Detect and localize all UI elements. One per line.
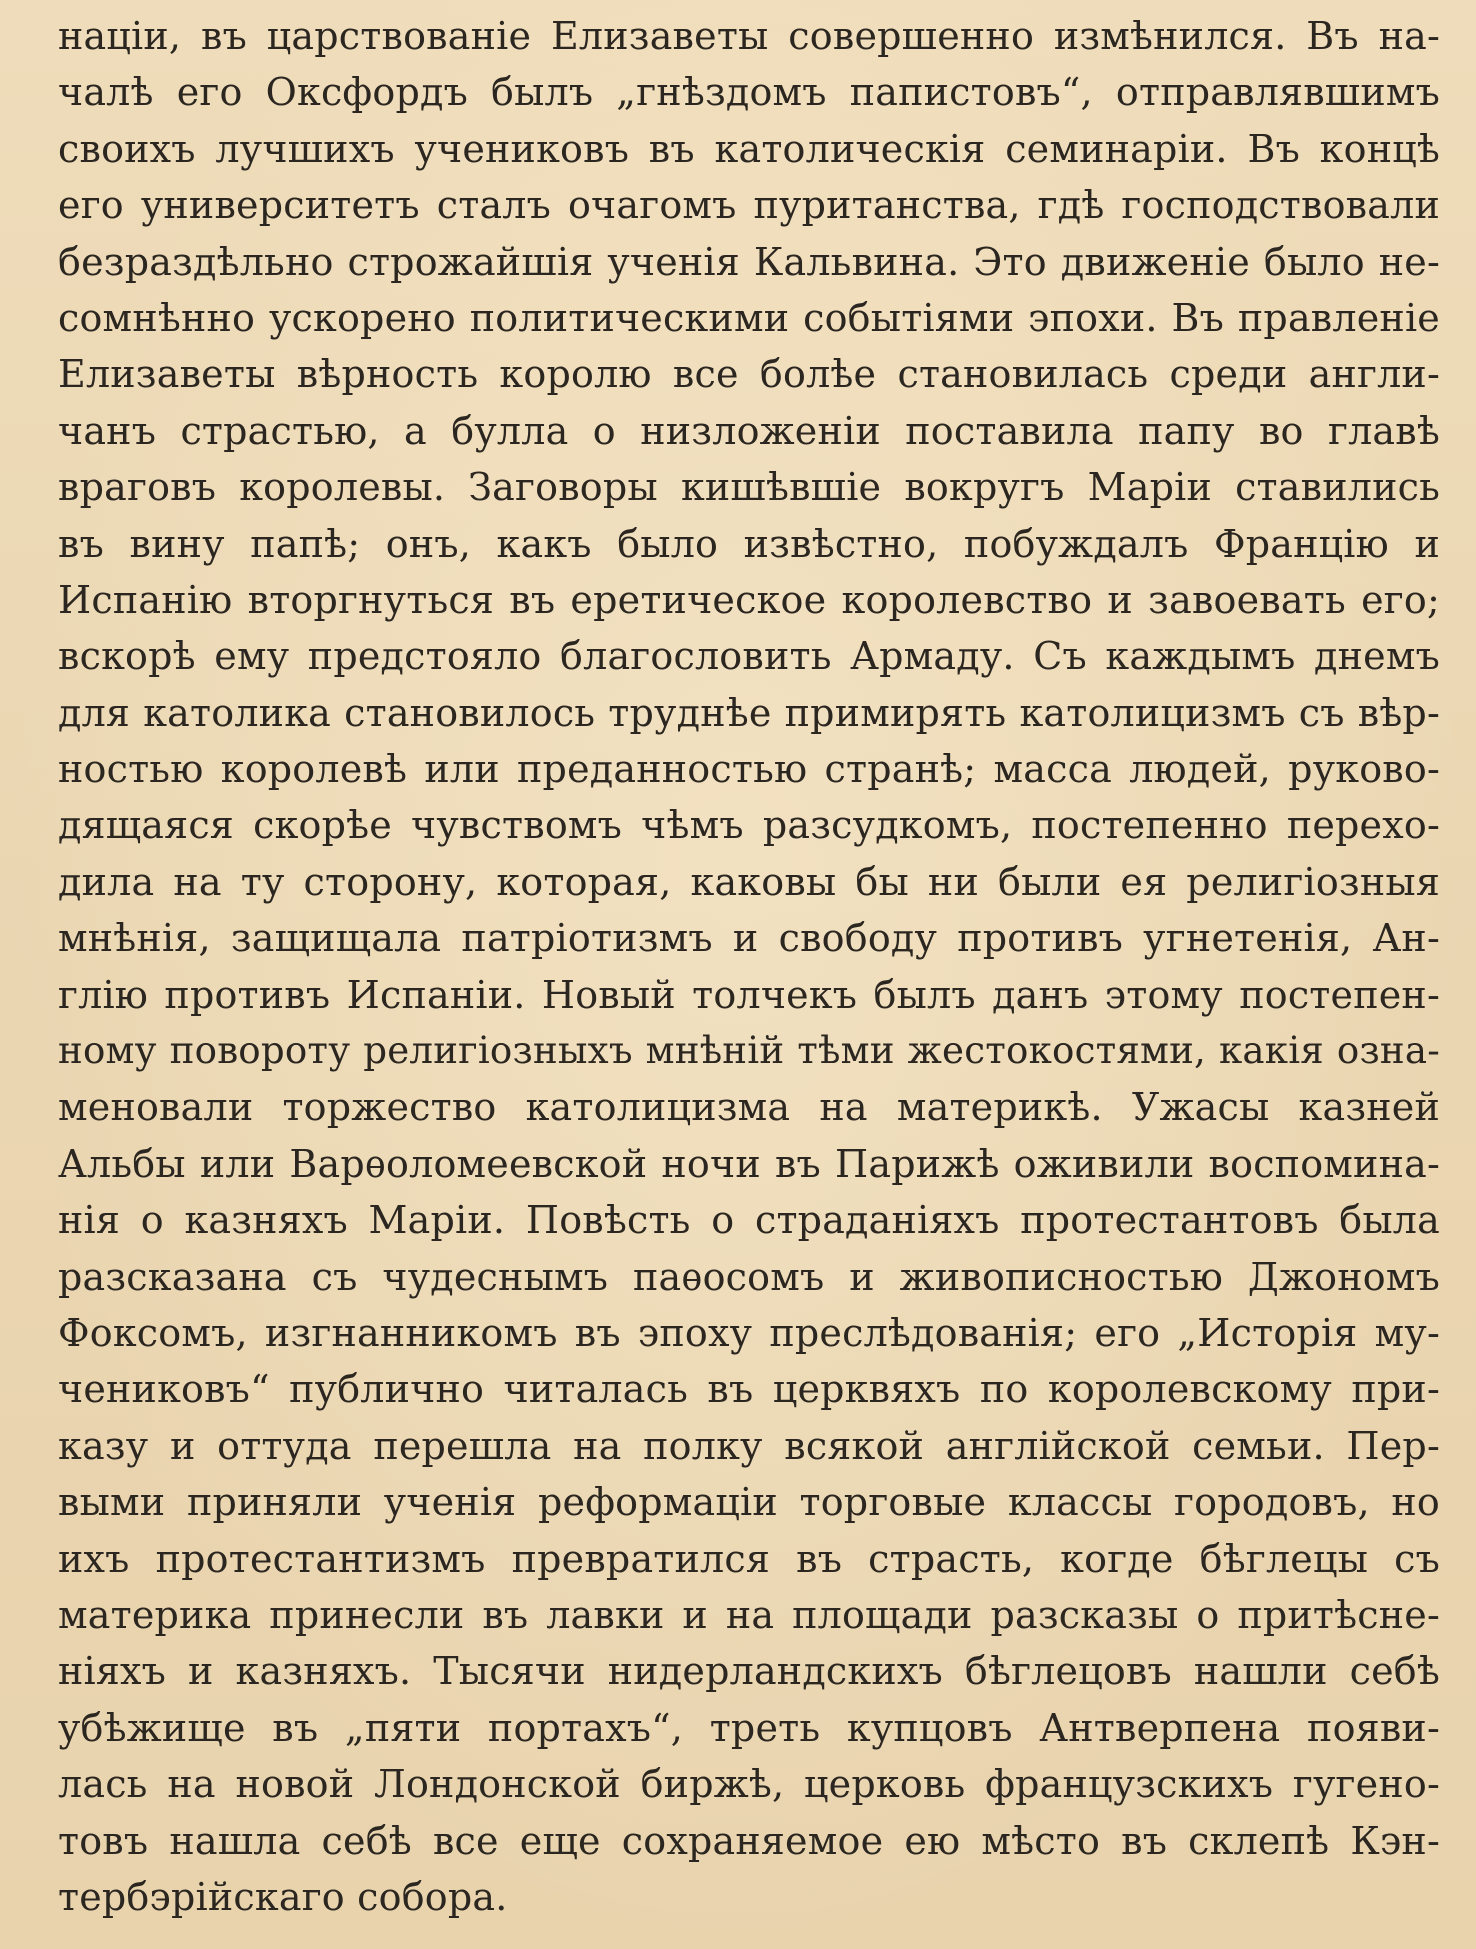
text-line: ихъ протестантизмъ превратился въ страсть, когде бѣглецы съ <box>58 1536 1440 1581</box>
text-line: убѣжище въ „пяти портахъ“, треть купцовъ Антверпена появи- <box>58 1705 1440 1750</box>
text-line: чалѣ его Оксфордъ былъ „гнѣздомъ папистовъ“, отправлявшимъ <box>58 70 1440 115</box>
text-line: чениковъ“ публично читалась въ церквяхъ по королевскому при- <box>58 1367 1440 1412</box>
text-line: чанъ страстью, а булла о низложеніи поставила папу во главѣ <box>58 408 1440 453</box>
body-text <box>58 8 1440 1925</box>
text-line: ностью королевѣ или преданностью странѣ; масса людей, руково- <box>58 747 1440 792</box>
text-line: безраздѣльно строжайшія ученія Кальвина. Это движеніе было не- <box>58 239 1440 284</box>
text-line: мнѣнія, защищала патріотизмъ и свободу противъ угнетенія, Ан- <box>58 916 1440 961</box>
text-line: ніяхъ и казняхъ. Тысячи нидерландскихъ бѣглецовъ нашли себѣ <box>58 1649 1440 1694</box>
text-line: націи, въ царствованіе Елизаветы совершенно измѣнился. Въ на- <box>58 14 1440 58</box>
text-line: товъ нашла себѣ все еще сохраняемое ею мѣсто въ склепѣ Кэн- <box>58 1818 1440 1863</box>
text-line: его университетъ сталъ очагомъ пуританства, гдѣ господствовали <box>58 183 1440 228</box>
text-line: Фоксомъ, изгнанникомъ въ эпоху преслѣдованія; его „Исторія му- <box>58 1310 1440 1355</box>
text-line: тербэрійскаго собора. <box>58 1874 508 1919</box>
text-line: лась на новой Лондонской биржѣ, церковь французскихъ гугено- <box>58 1762 1440 1807</box>
text-line: Испанію вторгнуться въ еретическое королевство и завоевать его; <box>58 577 1440 622</box>
text-line: дила на ту сторону, которая, каковы бы ни были ея религіозныя <box>58 859 1440 904</box>
text-line: разсказана съ чудеснымъ паѳосомъ и живописностью Джономъ <box>58 1254 1440 1299</box>
text-line: выми приняли ученія реформаціи торговые классы городовъ, но <box>58 1480 1440 1525</box>
text-line: казу и оттуда перешла на полку всякой англійской семьи. Пер- <box>58 1423 1440 1468</box>
text-line: Елизаветы вѣрность королю все болѣе становилась среди англи- <box>58 352 1440 397</box>
text-line: глію противъ Испаніи. Новый толчекъ былъ данъ этому постепен- <box>58 972 1440 1017</box>
text-line: Альбы или Варѳоломеевской ночи въ Парижѣ оживили воспомина- <box>58 1141 1440 1186</box>
text-line: меновали торжество католицизма на материкѣ. Ужасы казней <box>58 1085 1440 1130</box>
text-line: дящаяся скорѣе чувствомъ чѣмъ разсудкомъ, постепенно перехо- <box>58 803 1440 848</box>
text-line: материка принесли въ лавки и на площади разсказы о притѣсне- <box>58 1592 1440 1637</box>
text-line: ному повороту религіозныхъ мнѣній тѣми жестокостями, какія озна- <box>58 1029 1440 1073</box>
text-line: нія о казняхъ Маріи. Повѣсть о страданіяхъ протестантовъ была <box>58 1198 1440 1243</box>
text-line: враговъ королевы. Заговоры кишѣвшіе вокругъ Маріи ставились <box>58 465 1440 510</box>
text-line: для католика становилось труднѣе примирять католицизмъ съ вѣр- <box>58 690 1440 735</box>
text-line: своихъ лучшихъ учениковъ въ католическія семинаріи. Въ концѣ <box>58 126 1440 171</box>
text-line: въ вину папѣ; онъ, какъ было извѣстно, побуждалъ Францію и <box>58 521 1440 566</box>
text-line: вскорѣ ему предстояло благословить Армаду. Съ каждымъ днемъ <box>58 634 1440 679</box>
text-line: сомнѣнно ускорено политическими событіями эпохи. Въ правленіе <box>58 295 1440 340</box>
